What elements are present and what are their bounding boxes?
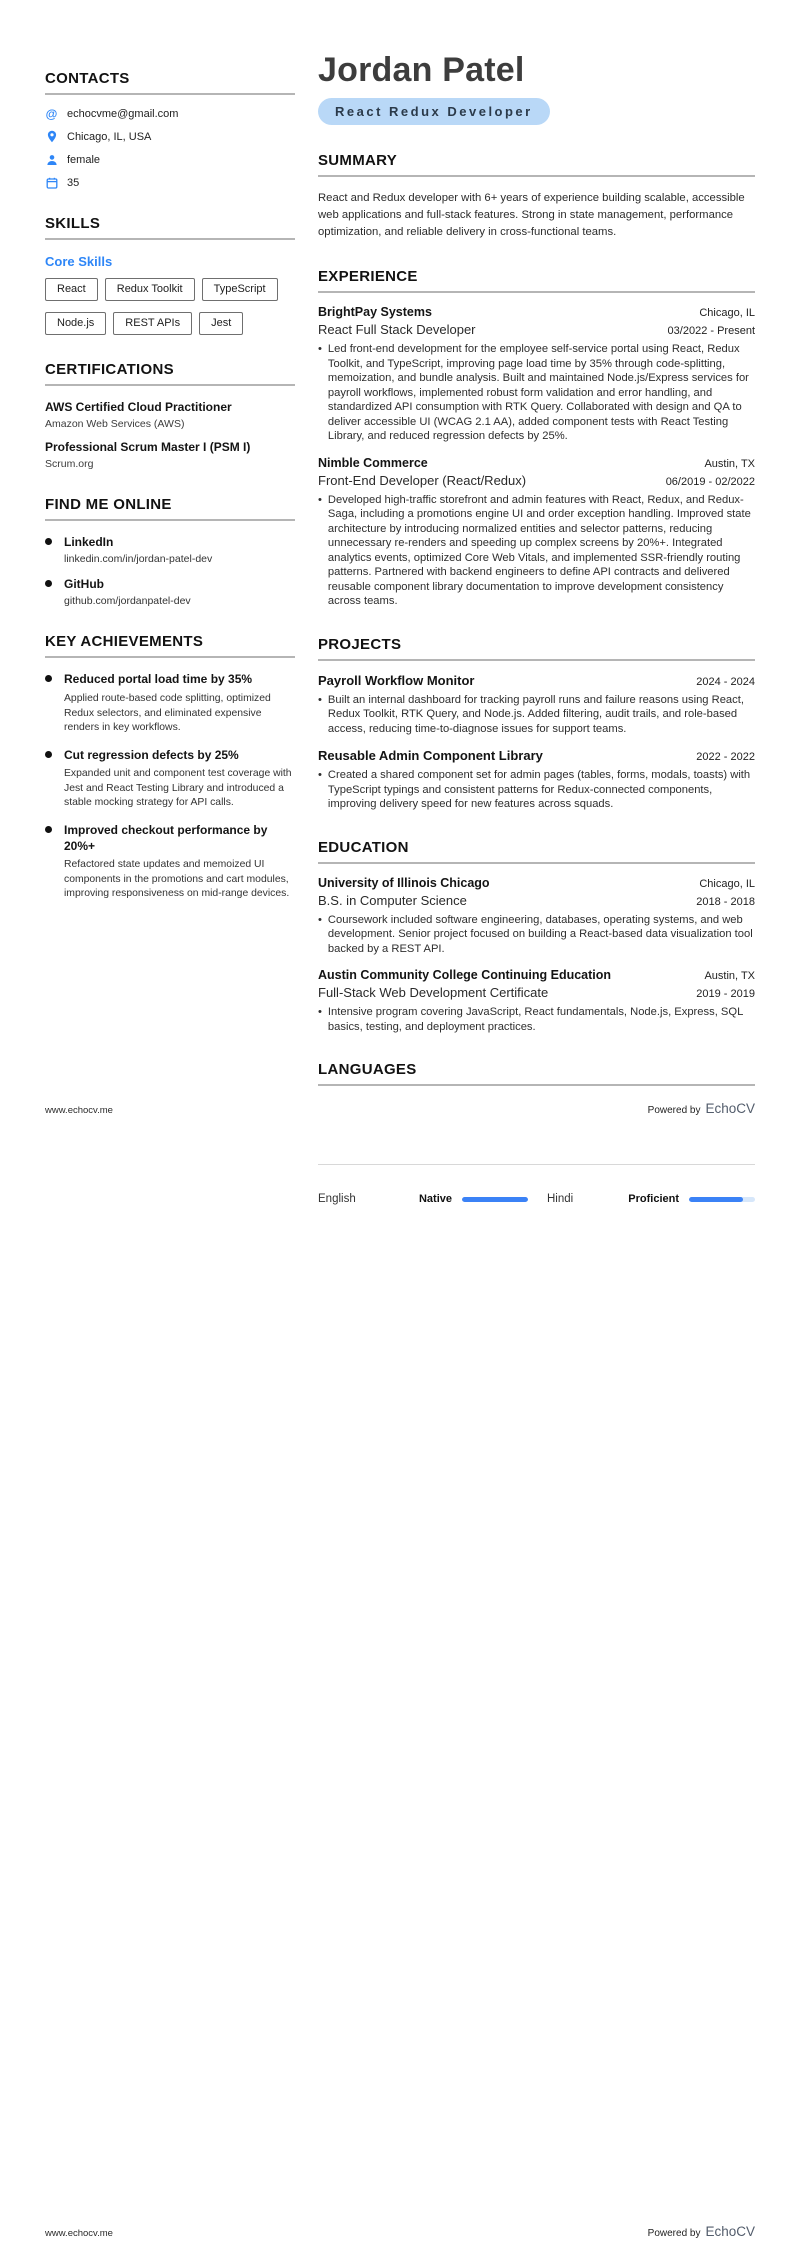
bullet-icon: • bbox=[318, 693, 322, 706]
powered-by bbox=[648, 2224, 755, 2239]
education-section bbox=[318, 839, 755, 1035]
online-profile-linkedin bbox=[45, 535, 295, 565]
education-list bbox=[318, 876, 755, 1035]
certification-list bbox=[45, 400, 295, 470]
job-dates: 06/2019 - 02/2022 bbox=[665, 475, 755, 488]
online-profile-list bbox=[45, 535, 295, 607]
contact-gender-text: female bbox=[67, 153, 101, 166]
bullet-icon: • bbox=[318, 493, 322, 506]
project-item bbox=[318, 748, 755, 812]
email-icon: @ bbox=[45, 106, 58, 121]
achievement-item bbox=[45, 748, 295, 811]
bullet-dot-icon bbox=[45, 580, 52, 587]
bullet-icon: • bbox=[318, 343, 322, 356]
contact-item-age bbox=[45, 176, 295, 189]
achievement-item bbox=[45, 672, 295, 735]
language-item-hindi bbox=[547, 1193, 755, 1205]
bullet-dot-icon bbox=[45, 751, 52, 758]
bullet-dot-icon bbox=[45, 826, 52, 833]
school-location: Austin, TX bbox=[704, 970, 755, 983]
skill-chip: Node.js bbox=[45, 312, 106, 335]
achievement-item bbox=[45, 823, 295, 902]
contact-age-text: 35 bbox=[67, 176, 80, 189]
job-title-badge: React Redux Developer bbox=[318, 98, 550, 125]
school-name: Austin Community College Continuing Education bbox=[318, 968, 612, 983]
sidebar bbox=[45, 70, 295, 902]
job-dates: 03/2022 - Present bbox=[667, 325, 755, 338]
key-achievements-section bbox=[45, 633, 295, 901]
languages-block-divider bbox=[318, 1164, 755, 1165]
certification-item bbox=[45, 400, 295, 430]
experience-item bbox=[318, 305, 755, 444]
education-heading: EDUCATION bbox=[318, 839, 755, 864]
company-location: Chicago, IL bbox=[699, 307, 755, 320]
contact-email-text[interactable]: echocvme@gmail.com bbox=[67, 107, 179, 120]
echocv-brand[interactable]: EchoCV bbox=[705, 1101, 755, 1116]
bullet-icon: • bbox=[318, 913, 322, 926]
certification-item bbox=[45, 440, 295, 470]
footer-site-url[interactable]: www.echocv.me bbox=[45, 1105, 113, 1116]
find-me-online-section bbox=[45, 496, 295, 607]
profile-url[interactable]: github.com/jordanpatel-dev bbox=[64, 595, 191, 608]
achievement-description: Applied route-based code splitting, optimized Redux selectors, and eliminated expensive renders in key workflows. bbox=[64, 692, 271, 734]
project-dates: 2022 - 2022 bbox=[696, 751, 755, 764]
contacts-heading: CONTACTS bbox=[45, 70, 295, 95]
project-list bbox=[318, 673, 755, 812]
school-location: Chicago, IL bbox=[699, 877, 755, 890]
skill-chip: React bbox=[45, 278, 98, 301]
degree-name: Full-Stack Web Development Certificate bbox=[318, 985, 549, 1001]
person-name: Jordan Patel bbox=[318, 51, 525, 89]
language-proficiency-bar bbox=[462, 1197, 528, 1202]
profile-label: GitHub bbox=[64, 577, 104, 592]
contact-item-location bbox=[45, 130, 295, 143]
skills-heading: SKILLS bbox=[45, 215, 295, 240]
skill-chip-list bbox=[45, 278, 295, 335]
main-content bbox=[318, 52, 755, 1086]
project-bullet: • Created a shared component set for admin pages (tables, forms, modals, toasts) with TypeScript typings and consistent patterns for Redux-connected components, improving delivery speed for new features across squads. bbox=[318, 769, 751, 811]
languages-section bbox=[318, 1061, 755, 1086]
achievement-title: Improved checkout performance by 20%+ bbox=[64, 822, 268, 853]
degree-name: B.S. in Computer Science bbox=[318, 892, 467, 908]
location-icon bbox=[45, 130, 58, 143]
language-level: Proficient bbox=[628, 1193, 679, 1205]
skills-group-title: Core Skills bbox=[45, 254, 113, 269]
skills-section bbox=[45, 215, 295, 335]
achievement-description: Refactored state updates and memoized UI components in the promotions and cart modules, improving responsiveness on mid-range devices. bbox=[64, 859, 290, 900]
experience-heading: EXPERIENCE bbox=[318, 268, 755, 293]
bullet-icon: • bbox=[318, 1006, 322, 1019]
page-2-footer bbox=[45, 2224, 755, 2239]
education-bullet: • Coursework included software engineering, databases, operating systems, and web development. Senior project focused on building a React-based data visualization tool backed by a REST API. bbox=[318, 913, 753, 955]
job-role: React Full Stack Developer bbox=[318, 322, 476, 338]
powered-by bbox=[648, 1101, 755, 1116]
achievement-title: Reduced portal load time by 35% bbox=[64, 672, 253, 687]
certification-issuer: Scrum.org bbox=[45, 458, 94, 471]
powered-by-prefix: Powered by bbox=[647, 2228, 701, 2239]
experience-bullet: • Developed high-traffic storefront and admin features with React, Redux, and Redux-Saga, including a promotions engine UI and order exception handling. Improved state architecture by introducing normalized entities and selector patterns, reducing unnecessary re-renders and speeding up complex screens by 20%+. Integrated analytics events, optimized Core Web Vitals, and implemented SSR-friendly routing patterns. Partnered with backend engineers to define API contracts and delivered reusable component library documentation to improve development consistency across teams. bbox=[318, 493, 751, 608]
company-name: BrightPay Systems bbox=[318, 305, 432, 320]
experience-item bbox=[318, 456, 755, 609]
profile-url[interactable]: linkedin.com/in/jordan-patel-dev bbox=[64, 553, 213, 566]
key-achievements-heading: KEY ACHIEVEMENTS bbox=[45, 633, 295, 658]
languages-heading: LANGUAGES bbox=[318, 1061, 755, 1086]
echocv-brand[interactable]: EchoCV bbox=[705, 2224, 755, 2239]
company-location: Austin, TX bbox=[704, 457, 755, 470]
bullet-icon: • bbox=[318, 769, 322, 782]
bullet-dot-icon bbox=[45, 538, 52, 545]
language-list bbox=[318, 1193, 755, 1205]
language-proficiency-fill bbox=[462, 1197, 528, 1202]
language-name: English bbox=[318, 1193, 356, 1205]
language-proficiency-fill bbox=[689, 1197, 743, 1202]
education-item bbox=[318, 876, 755, 957]
skill-chip: Redux Toolkit bbox=[105, 278, 195, 301]
summary-heading: SUMMARY bbox=[318, 152, 755, 177]
contact-item-gender bbox=[45, 153, 295, 166]
project-dates: 2024 - 2024 bbox=[696, 675, 755, 688]
language-proficiency-bar bbox=[689, 1197, 755, 1202]
company-name: Nimble Commerce bbox=[318, 455, 428, 470]
projects-section bbox=[318, 636, 755, 812]
skill-chip: Jest bbox=[199, 312, 243, 335]
certification-name: AWS Certified Cloud Practitioner bbox=[45, 400, 232, 415]
contact-location-text: Chicago, IL, USA bbox=[67, 130, 152, 143]
job-role: Front-End Developer (React/Redux) bbox=[318, 472, 527, 488]
project-item bbox=[318, 673, 755, 737]
find-me-online-heading: FIND ME ONLINE bbox=[45, 496, 295, 521]
language-level: Native bbox=[418, 1193, 452, 1205]
education-bullet: • Intensive program covering JavaScript, React fundamentals, Node.js, Express, SQL basics, testing, and deployment practices. bbox=[318, 1006, 743, 1033]
degree-dates: 2018 - 2018 bbox=[696, 895, 755, 908]
contacts-section bbox=[45, 70, 295, 189]
experience-section bbox=[318, 268, 755, 609]
degree-dates: 2019 - 2019 bbox=[696, 988, 755, 1001]
experience-list bbox=[318, 305, 755, 609]
skill-chip: TypeScript bbox=[202, 278, 278, 301]
certifications-heading: CERTIFICATIONS bbox=[45, 361, 295, 386]
project-bullet: • Built an internal dashboard for tracking payroll runs and failure reasons using React, Redux Toolkit, RTK Query, and Node.js. Added filtering, audit trails, and role-based access, reducing time-to-diagnose issues for support teams. bbox=[318, 693, 744, 735]
profile-label: LinkedIn bbox=[64, 535, 114, 550]
powered-by-prefix: Powered by bbox=[647, 1105, 701, 1116]
certification-issuer: Amazon Web Services (AWS) bbox=[45, 418, 185, 431]
summary-section bbox=[318, 152, 755, 241]
contact-list bbox=[45, 107, 295, 189]
contact-item-email bbox=[45, 107, 295, 120]
experience-bullet: • Led front-end development for the employee self-service portal using React, Redux Toolkit, and TypeScript, improving page load time by 35% through code-splitting, memoization, and bundle analysis. Built and maintained Node.js/Express services for payroll workflows, implemented robust form validation and error handling, and standardized API consumption with RTK Query. Collaborated with design and QA to deliver accessible UI (WCAG 2.1 AA), added component tests with React Testing Library, and reduced regression defects by 25%. bbox=[318, 343, 749, 443]
language-item-english bbox=[318, 1193, 528, 1205]
projects-heading: PROJECTS bbox=[318, 636, 755, 661]
achievement-description: Expanded unit and component test coverage with Jest and React Testing Library and introduced a stable mocking strategy for API calls. bbox=[64, 768, 292, 809]
language-name: Hindi bbox=[547, 1193, 574, 1205]
footer-site-url[interactable]: www.echocv.me bbox=[45, 2228, 113, 2239]
calendar-icon bbox=[45, 176, 58, 189]
person-icon bbox=[45, 153, 58, 166]
certifications-section bbox=[45, 361, 295, 470]
project-name: Payroll Workflow Monitor bbox=[318, 672, 475, 688]
page-1-footer bbox=[45, 1101, 755, 1116]
project-name: Reusable Admin Component Library bbox=[318, 748, 543, 764]
online-profile-github bbox=[45, 577, 295, 607]
school-name: University of Illinois Chicago bbox=[318, 875, 490, 890]
skill-chip: REST APIs bbox=[113, 312, 192, 335]
certification-name: Professional Scrum Master I (PSM I) bbox=[45, 440, 251, 455]
education-item bbox=[318, 968, 755, 1034]
summary-text: React and Redux developer with 6+ years of experience building scalable, accessible web applications and full-stack features. Strong in state management, performance optimization, and reliable delivery in cross-functional teams. bbox=[318, 192, 745, 239]
achievement-list bbox=[45, 672, 295, 901]
achievement-title: Cut regression defects by 25% bbox=[64, 747, 239, 762]
bullet-dot-icon bbox=[45, 675, 52, 682]
